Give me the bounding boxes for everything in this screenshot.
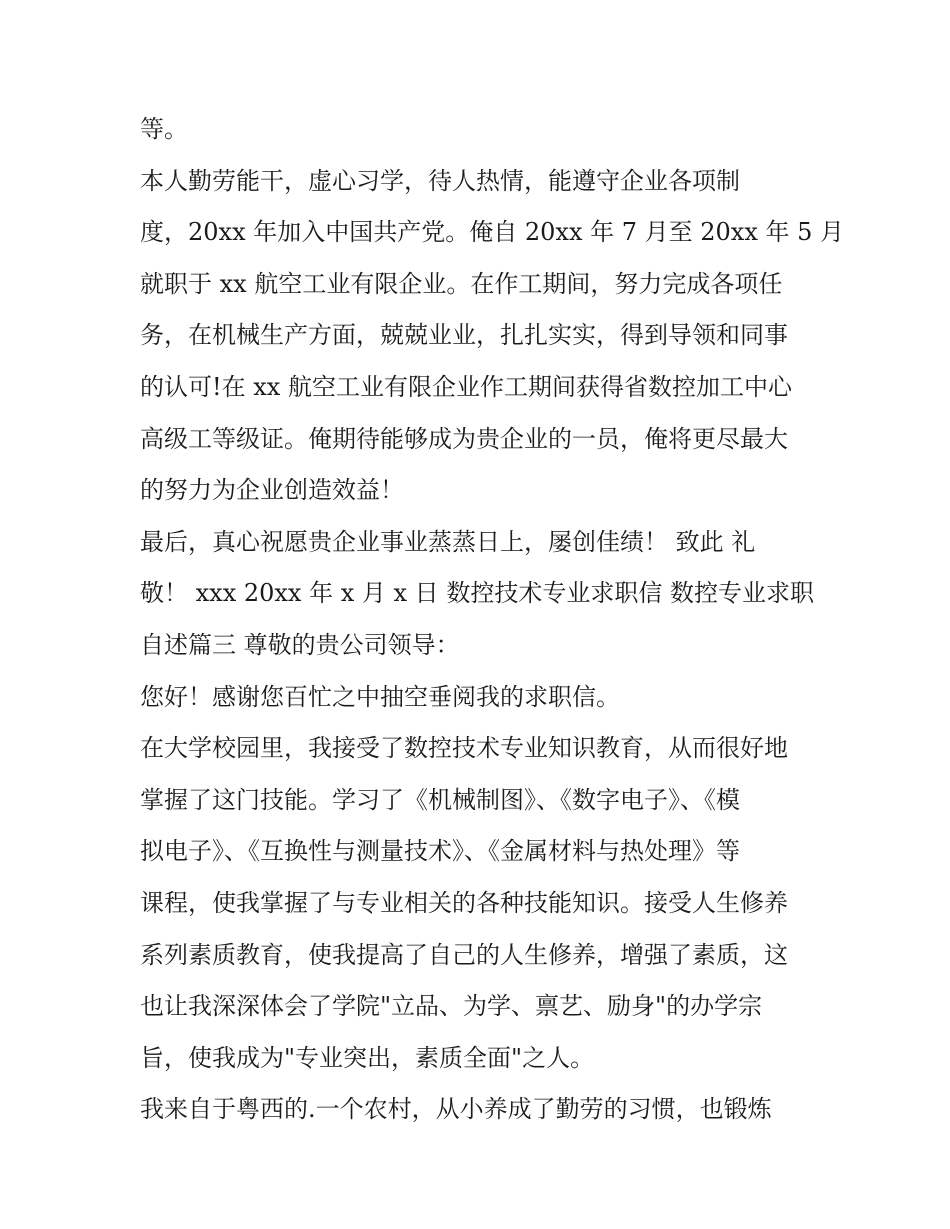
text-line-17: 系列素质教育，使我提高了自己的人生修养，增强了素质，这 [140,940,788,969]
text-line-11: 自述篇三 尊敬的贵公司领导： [140,630,460,659]
text-line-10: 敬！ xxx 20xx 年 x 月 x 日 数控技术专业求职信 数控专业求职 [140,579,814,608]
text-line-6: 的认可!在 xx 航空工业有限企业作工期间获得省数控加工中心 [140,372,792,401]
text-line-2: 本人勤劳能干，虚心习学，待人热情，能遵守企业各项制 [140,166,740,195]
text-line-20: 我来自于粤西的.一个农村，从小养成了勤劳的习惯，也锻炼 [140,1095,772,1124]
text-line-12: 您好！感谢您百忙之中抽空垂阅我的求职信。 [140,682,620,711]
text-line-13: 在大学校园里，我接受了数控技术专业知识教育，从而很好地 [140,734,788,763]
text-line-7: 高级工等级证。俺期待能够成为贵企业的一员，俺将更尽最大 [140,424,788,453]
body-text [140,104,845,1136]
text-line-9: 最后，真心祝愿贵企业事业蒸蒸日上，屡创佳绩！ 致此 礼 [140,527,756,556]
text-line-3: 度，20xx 年加入中国共产党。俺自 20xx 年 7 月至 20xx 年 5 月 [140,218,845,247]
text-line-16: 课程，使我掌握了与专业相关的各种技能知识。接受人生修养 [140,888,788,917]
text-line-18: 也让我深深体会了学院"立品、为学、禀艺、励身"的办学宗 [140,992,763,1021]
text-line-19: 旨，使我成为"专业突出，素质全面"之人。 [140,1043,595,1072]
text-line-15: 拟电子》、《互换性与测量技术》、《金属材料与热处理》等 [140,837,740,866]
text-line-4: 就职于 xx 航空工业有限企业。在作工期间，努力完成各项任 [140,269,783,298]
text-line-14: 掌握了这门技能。学习了《机械制图》、《数字电子》、《模 [140,785,740,814]
text-line-1: 等。 [140,115,188,143]
text-line-8: 的努力为企业创造效益！ [140,476,404,505]
text-line-5: 务，在机械生产方面，兢兢业业，扎扎实实，得到导领和同事 [140,321,788,350]
